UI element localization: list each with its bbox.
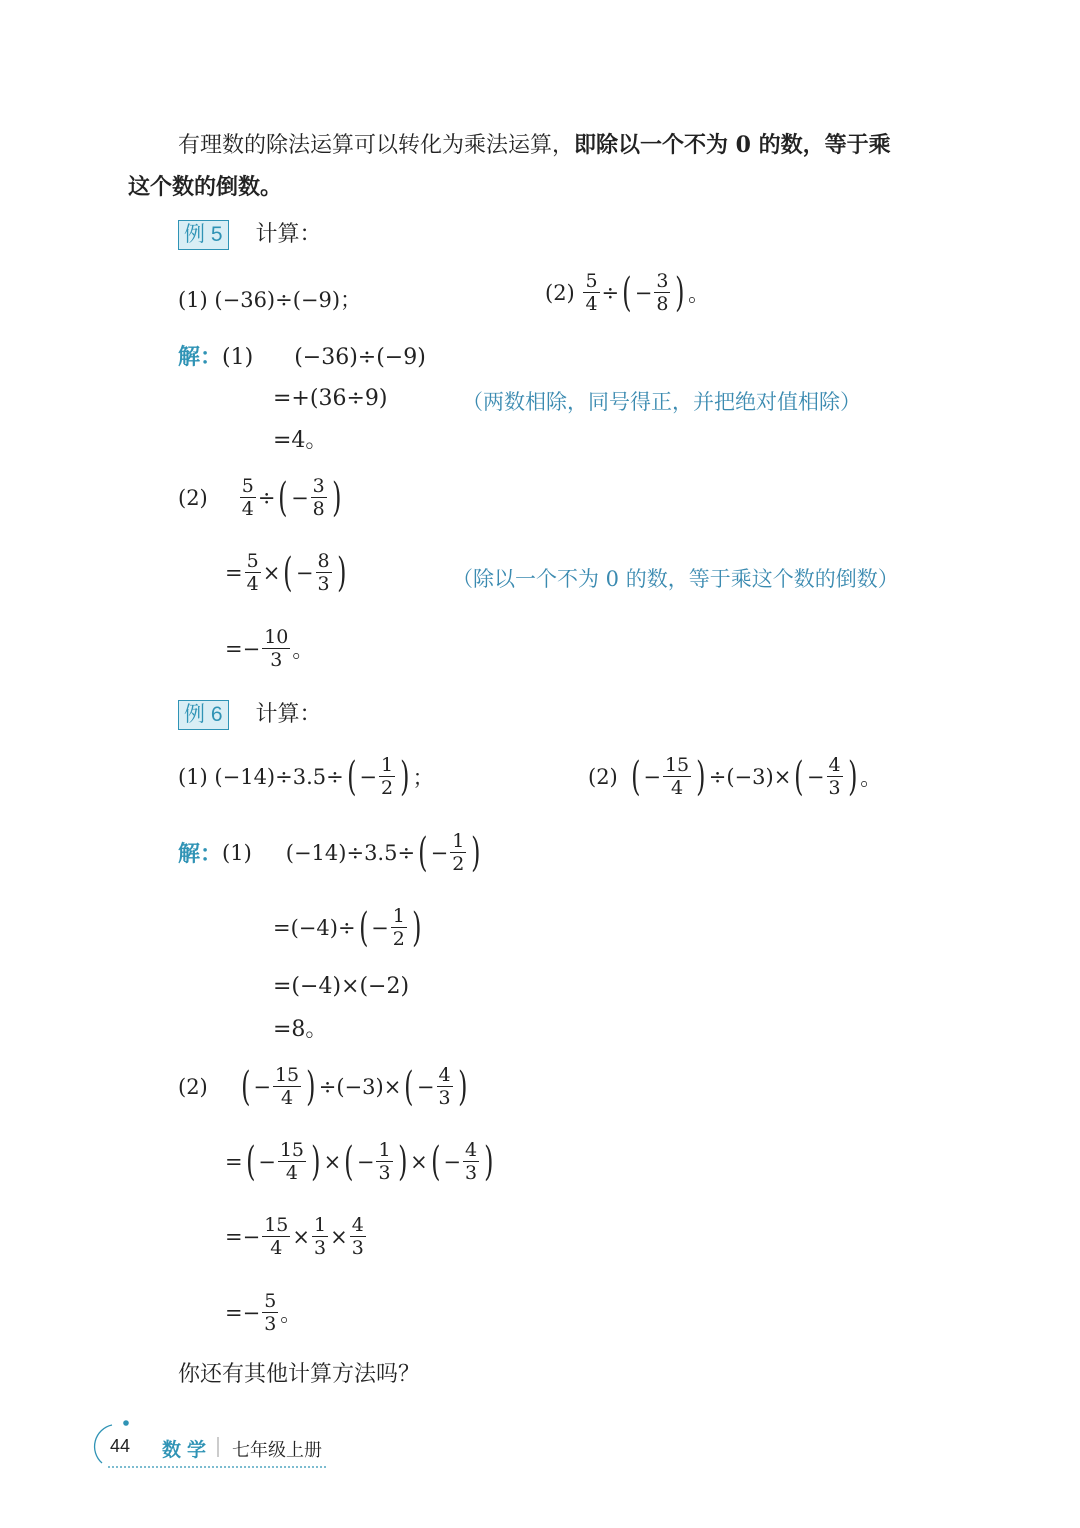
s2-label: (2) bbox=[178, 1074, 208, 1099]
ex5-note-1: （两数相除，同号得正，并把绝对值相除） bbox=[462, 390, 861, 414]
example-5-tag: 例 5 bbox=[178, 220, 229, 250]
s1-l2-prefix: =(−4)÷ bbox=[273, 915, 356, 940]
closing-question: 你还有其他计算方法吗？ bbox=[178, 1362, 421, 1387]
solution-label: 解： bbox=[178, 841, 223, 867]
ex5-solution-1-line-3: =4。 bbox=[273, 428, 328, 453]
ex5-solution-2-line-3: =− $\frac{10}{3}$ 。 bbox=[225, 626, 314, 671]
ex6-solution-2-line-4: =− $\frac{5}{3}$ 。 bbox=[225, 1290, 302, 1335]
ex6-solution-1-line-2: =(−4)÷ ( − $\frac{1}{2}$ ) bbox=[273, 904, 422, 951]
ex5-question-1: (1) (−36)÷(−9)； bbox=[178, 288, 362, 312]
grade-label: 七年级上册 bbox=[232, 1440, 322, 1461]
ex6-q1-prefix: (1) (−14)÷3.5÷ bbox=[178, 764, 344, 789]
solution-label: 解： bbox=[178, 344, 223, 370]
s2-label: (2) bbox=[178, 485, 208, 510]
ex6-solution-1-line-3: =(−4)×(−2) bbox=[273, 974, 410, 999]
intro-line-1 bbox=[178, 130, 891, 161]
fraction: $\frac{15}{4}$ bbox=[264, 1214, 289, 1259]
fraction: $\frac{15}{4}$ bbox=[274, 1064, 300, 1109]
example-5-prompt: 计算： bbox=[255, 222, 322, 247]
fraction: $\frac{8}{3}$ bbox=[317, 550, 330, 595]
ex5-question-2: (2) $\frac{5}{4}$ ÷ ( − $\frac{3}{8}$ ) 。 bbox=[545, 269, 710, 316]
fraction: $\frac{5}{4}$ bbox=[246, 550, 259, 595]
example-6-prompt: 计算： bbox=[255, 702, 322, 727]
s1-expr: (−36)÷(−9) bbox=[294, 345, 426, 370]
example-5-header bbox=[178, 220, 322, 250]
ex5-solution-1-line-2: =+(36÷9) bbox=[273, 386, 388, 411]
fraction: $\frac{1}{2}$ bbox=[452, 830, 465, 875]
fraction: $\frac{15}{4}$ bbox=[664, 754, 690, 799]
ex5-solution-2-line-2: = $\frac{5}{4}$ × ( − $\frac{8}{3}$ ) bbox=[225, 549, 347, 596]
fraction: $\frac{4}{3}$ bbox=[438, 1064, 451, 1109]
ex6-solution-1-line-1: 解： (1) (−14)÷3.5÷ ( − $\frac{1}{2}$ ) bbox=[178, 829, 481, 876]
ex5-solution-1-line-1 bbox=[178, 342, 426, 373]
example-6-tag: 例 6 bbox=[178, 700, 229, 730]
fraction: $\frac{15}{4}$ bbox=[279, 1139, 305, 1184]
intro-line-2: 这个数的倒数。 bbox=[128, 174, 283, 200]
ex6-question-2: (2) ( − $\frac{15}{4}$ ) ÷(−3)× ( − $\frac{4}{3}$ ) 。 bbox=[588, 753, 882, 800]
intro-rule-bold: 即除以一个不为 0 的数，等于乘 bbox=[574, 132, 891, 158]
fraction: $\frac{10}{3}$ bbox=[264, 626, 289, 671]
ex6-q2-label: (2) bbox=[588, 764, 618, 789]
fraction: $\frac{1}{3}$ bbox=[378, 1139, 391, 1184]
fraction: $\frac{5}{4}$ bbox=[585, 270, 598, 315]
page-number: 44 bbox=[110, 1436, 131, 1456]
s1-label: (1) bbox=[222, 345, 254, 370]
ex5-solution-2-line-1: (2) $\frac{5}{4}$ ÷ ( − $\frac{3}{8}$ ) bbox=[178, 474, 342, 521]
s1-label: (1) bbox=[222, 840, 252, 865]
ex5-q2-label: (2) bbox=[545, 280, 575, 305]
ex6-question-1: (1) (−14)÷3.5÷ ( − $\frac{1}{2}$ ) ； bbox=[178, 753, 434, 800]
ex6-solution-2-line-3: =− $\frac{15}{4}$ × $\frac{1}{3}$ × $\frac{4}{3}$ bbox=[225, 1214, 364, 1259]
intro-line-1-plain: 有理数的除法运算可以转化为乘法运算， bbox=[178, 133, 575, 158]
fraction: $\frac{4}{3}$ bbox=[351, 1214, 364, 1259]
subject-title: 数学 bbox=[162, 1439, 213, 1461]
ex6-solution-1-line-4: =8。 bbox=[273, 1017, 328, 1042]
fraction: $\frac{4}{3}$ bbox=[464, 1139, 478, 1184]
fraction: $\frac{3}{8}$ bbox=[312, 475, 325, 520]
ex6-solution-2-line-2: = ( − $\frac{15}{4}$ ) × ( − $\frac{1}{3}$ ) × ( − $\frac{4}{3}$ ) bbox=[225, 1138, 494, 1185]
fraction: $\frac{5}{4}$ bbox=[241, 475, 254, 520]
fraction: $\frac{4}{3}$ bbox=[828, 754, 841, 799]
example-6-header bbox=[178, 700, 322, 730]
ex6-solution-2-line-1: (2) ( − $\frac{15}{4}$ ) ÷(−3)× ( − $\frac{4}{3}$ ) bbox=[178, 1063, 468, 1110]
fraction: $\frac{1}{2}$ bbox=[380, 754, 394, 799]
s1-prefix: (−14)÷3.5÷ bbox=[285, 840, 416, 865]
fraction: $\frac{1}{2}$ bbox=[392, 905, 405, 950]
fraction: $\frac{1}{3}$ bbox=[314, 1214, 327, 1259]
fraction: $\frac{5}{3}$ bbox=[264, 1290, 277, 1335]
fraction: $\frac{3}{8}$ bbox=[656, 270, 669, 315]
ex5-note-2: （除以一个不为 0 的数，等于乘这个数的倒数） bbox=[452, 567, 899, 591]
